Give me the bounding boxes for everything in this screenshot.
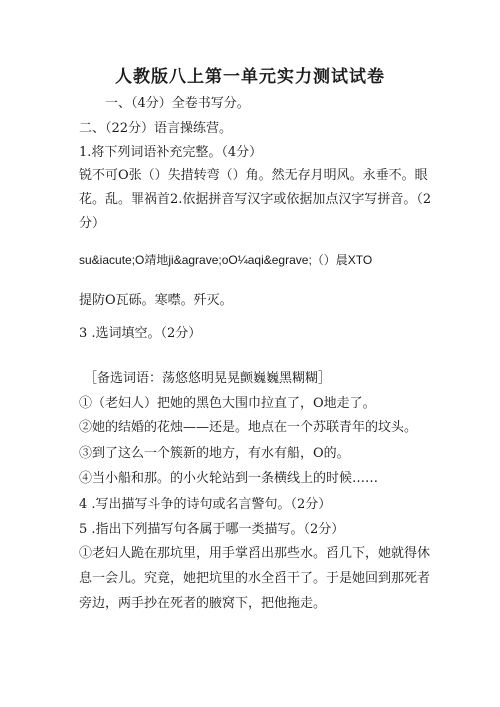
fill-item-4: ④当小船和那。的小火轮站到一条横线上的时候…… xyxy=(79,471,379,486)
fill-item-3: ③到了这么一个簇新的地方，有水有船，O的。 xyxy=(79,446,350,461)
section-one-heading: 一、（4分）全卷书写分。 xyxy=(105,96,250,111)
question-3-heading: 3 .选词填空。（2分） xyxy=(79,326,202,341)
word-choices: ［备选词语：荡悠悠明晃晃颤巍巍黑糊糊］ xyxy=(84,371,332,386)
section-two-heading: 二、（22分）语言操练营。 xyxy=(79,121,233,136)
question-1-text-line-1: 锐不可O张（）失措转弯（）角。然无存月明风。永垂不。眼 xyxy=(79,168,428,183)
passage-line-2: 息一会儿。究竟，她把坑里的水全舀干了。于是她回到那死者 xyxy=(79,571,431,586)
question-1-heading: 1.将下列词语补充完整。（4分） xyxy=(79,145,263,160)
question-1-text-line-3: 分） xyxy=(79,216,106,231)
pinyin-line: su&iacute;O靖地ji&agrave;oO¼aqi&egrave;（）晨XTO xyxy=(79,253,373,267)
question-4-heading: 4 .写出描写斗争的诗句或名言警句。（2分） xyxy=(79,497,332,512)
fill-item-1: ①（老妇人）把她的黑色大围巾拉直了，O地走了。 xyxy=(79,396,376,411)
words-line: 提防O瓦砾。寒噤。歼灭。 xyxy=(79,293,233,308)
question-5-heading: 5 .指出下列描写句各属于哪一类描写。（2分） xyxy=(79,522,345,537)
page-title: 人教版八上第一单元实力测试试卷 xyxy=(115,67,385,87)
question-1-text-line-2: 花。乱。罪祸首2.依据拼音写汉字或依据加点汉字写拼音。（2 xyxy=(79,192,432,207)
passage-line-3: 旁边，两手抄在死者的腋窝下，把他拖走。 xyxy=(79,596,327,611)
fill-item-2: ②她的结婚的花烛——还是。地点在一个苏联青年的坟头。 xyxy=(79,420,418,435)
passage-line-1: ①老妇人跪在那坑里，用手掌舀出那些水。舀几下，她就得休 xyxy=(79,546,431,561)
